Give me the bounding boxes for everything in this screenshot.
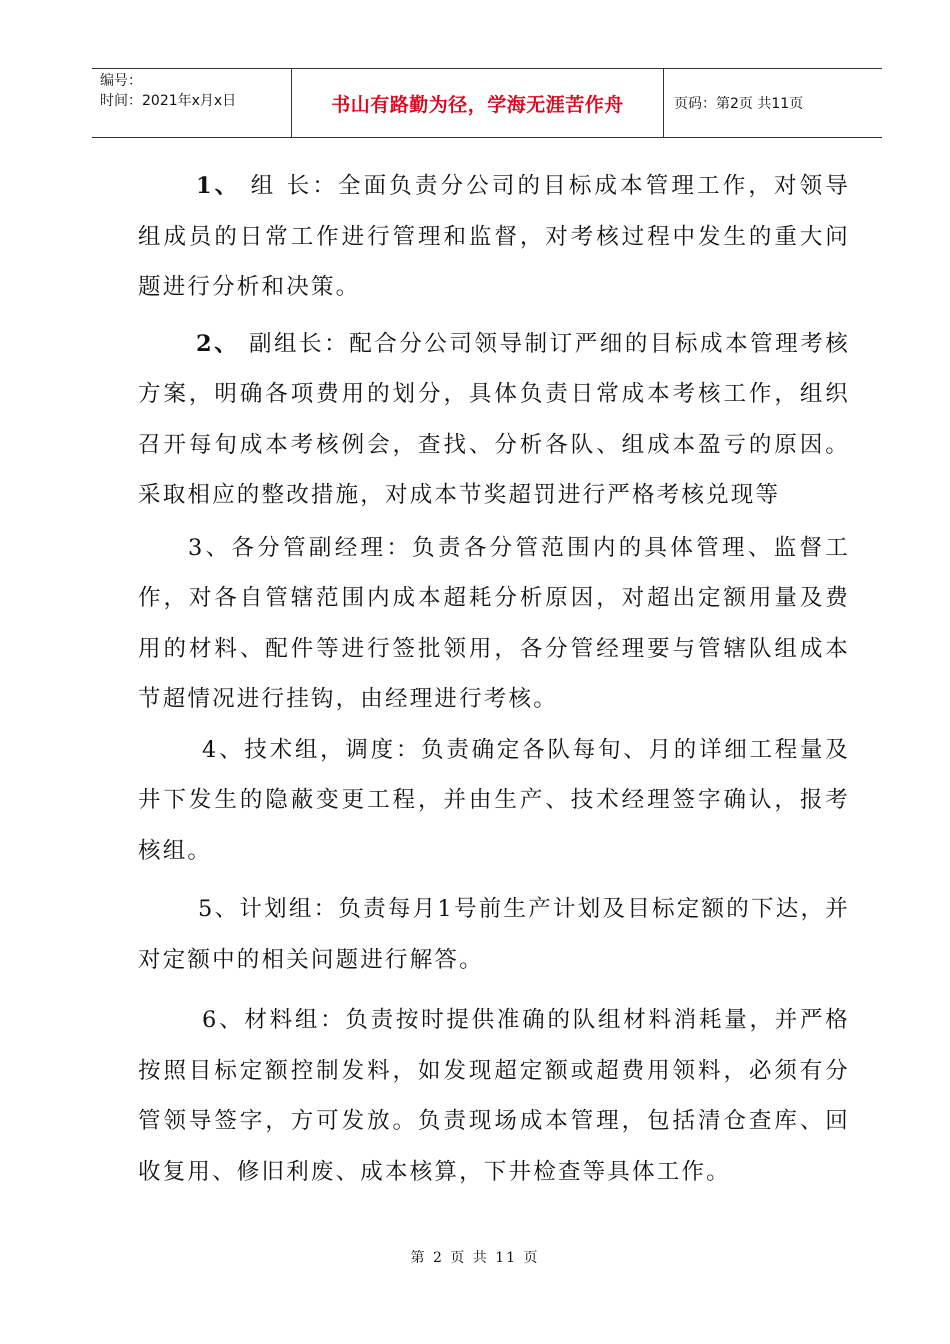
paragraph-2-text: 副组长：配合分公司领导制订严细的目标成本管理考核方案，明确各项费用的划分，具体负责日常成本考核工作，组织召开每旬成本考核例会，查找、分析各队、组成本盈亏的原因。采取相应的整改措施，对成本节奖超罚进行严格考核兑现等 — [138, 330, 851, 508]
time-label: 时间：2021年x月x日 — [100, 93, 237, 109]
paragraph-2-number: 2、 — [196, 330, 240, 357]
header-meta — [92, 69, 292, 137]
document-header — [92, 68, 882, 138]
paragraph-6: 6、材料组：负责按时提供准确的队组材料消耗量，并严格按照目标定额控制发料，如发现超定额或超费用领料，必须有分管领导签字，方可发放。负责现场成本管理，包括清仓查库、回收复用、修旧利废、成本核算，下井检查等具体工作。 — [138, 1007, 850, 1185]
document-body — [138, 161, 850, 1197]
paragraph-3: 3、各分管副经理：负责各分管范围内的具体管理、监督工作，对各自管辖范围内成本超耗分析原因，对超出定额用量及费用的材料、配件等进行签批领用，各分管经理要与管辖队组成本节超情况进行挂钩，由经理进行考核。 — [138, 534, 850, 712]
paragraph-4: 4、技术组，调度：负责确定各队每旬、月的详细工程量及井下发生的隐蔽变更工程，并由生产、技术经理签字确认，报考核组。 — [138, 736, 850, 864]
header-page-info: 页码：第2页 共11页 — [674, 96, 804, 112]
paragraph-1 — [138, 161, 850, 313]
header-motto-cell — [292, 69, 664, 137]
paragraph-2 — [138, 319, 850, 521]
header-motto: 书山有路勤为径，学海无涯苦作舟 — [331, 93, 624, 116]
paragraph-5: 5、计划组：负责每月1号前生产计划及目标定额的下达，并对定额中的相关问题进行解答。 — [138, 896, 850, 973]
number-label: 编号： — [100, 73, 142, 89]
paragraph-1-number: 1、 — [196, 173, 241, 199]
paragraph-1-text: 组 长：全面负责分公司的目标成本管理工作，对领导组成员的日常工作进行管理和监督，对考核过程中发生的重大问题进行分析和决策。 — [138, 173, 850, 300]
page-footer: 第 2 页 共 11 页 — [410, 1250, 540, 1266]
